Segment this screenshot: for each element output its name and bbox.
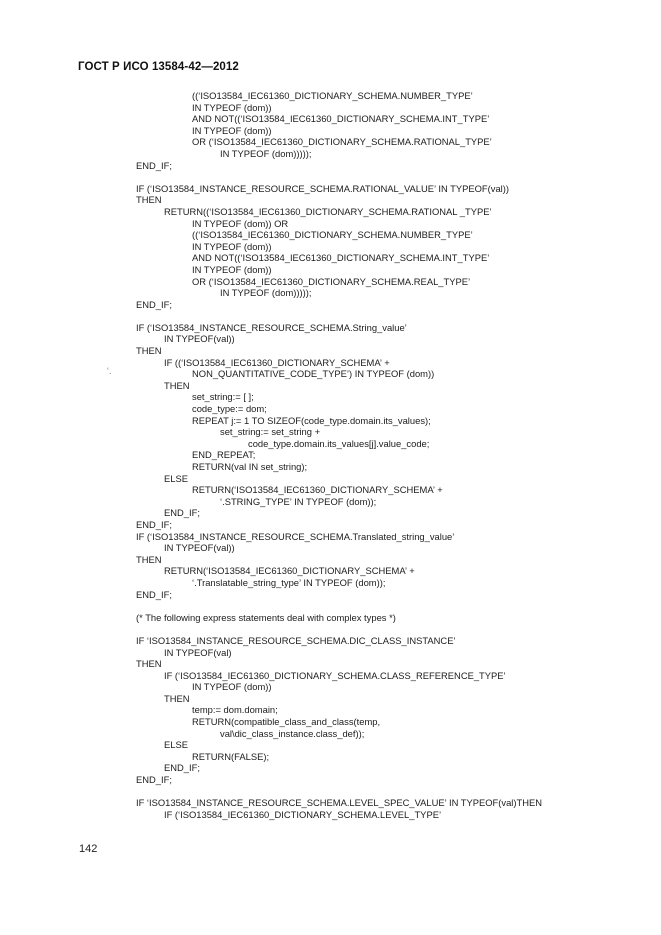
code-line: IN TYPEOF(val)) [164, 542, 235, 554]
code-line: IF ((‘ISO13584_IEC61360_DICTIONARY_SCHEMA’ + [164, 356, 390, 368]
code-line: END_IF; [136, 774, 172, 786]
code-line: IN TYPEOF(val)) [164, 333, 235, 345]
scan-artifact-mark: ‘. [107, 366, 112, 376]
code-line: ((‘ISO13584_IEC61360_DICTIONARY_SCHEMA.NUMBER_TYPE’ [192, 229, 473, 241]
code-line: END_IF; [136, 298, 172, 310]
blank-line [136, 600, 616, 612]
code-line: IN TYPEOF (dom))))); [220, 147, 312, 159]
code-line: RETURN(FALSE); [192, 750, 270, 762]
code-line: IN TYPEOF (dom))))); [220, 287, 312, 299]
code-line: END_IF; [136, 159, 172, 171]
code-line: REPEAT j:= 1 TO SIZEOF(code_type.domain.its_values); [192, 414, 431, 426]
code-line: IF (‘ISO13584_IEC61360_DICTIONARY_SCHEMA.CLASS_REFERENCE_TYPE’ [164, 669, 506, 681]
code-line: ‘.Translatable_string_type’ IN TYPEOF (dom)); [192, 576, 386, 588]
code-line: OR (‘ISO13584_IEC61360_DICTIONARY_SCHEMA.RATIONAL_TYPE’ [192, 136, 492, 148]
code-line: IF (‘ISO13584_INSTANCE_RESOURCE_SCHEMA.Translated_string_value’ [136, 530, 455, 542]
code-line: ‘.STRING_TYPE’ IN TYPEOF (dom)); [220, 495, 377, 507]
blank-line [136, 171, 616, 183]
code-line: IN TYPEOF (dom)) [192, 124, 272, 136]
code-line: set_string:= set_string + [220, 426, 321, 438]
code-line: END_IF; [136, 588, 172, 600]
code-line: IF ‘ISO13584_INSTANCE_RESOURCE_SCHEMA.LEVEL_SPEC_VALUE’ IN TYPEOF(val)THEN [136, 797, 543, 809]
code-line: AND NOT((‘ISO13584_IEC61360_DICTIONARY_SCHEMA.INT_TYPE’ [192, 113, 490, 125]
code-line: RETURN(val IN set_string); [192, 461, 308, 472]
code-line: (* The following express statements deal with complex types *) [136, 611, 396, 623]
code-line: THEN [136, 553, 162, 565]
code-line: code_type.domain.its_values[j].value_code; [248, 437, 430, 449]
code-line: THEN [136, 345, 162, 357]
code-line: END_IF; [164, 762, 200, 774]
code-line: val\dic_class_instance.class_def)); [220, 727, 365, 739]
code-line: temp:= dom.domain; [192, 704, 278, 716]
code-line: set_string:= [ ]; [192, 391, 254, 403]
code-line: IN TYPEOF (dom)) [192, 681, 272, 693]
code-line: IF (‘ISO13584_INSTANCE_RESOURCE_SCHEMA.RATIONAL_VALUE’ IN TYPEOF(val)) [136, 182, 510, 194]
code-line: AND NOT((‘ISO13584_IEC61360_DICTIONARY_SCHEMA.INT_TYPE’ [192, 252, 490, 264]
code-line: IF ‘ISO13584_INSTANCE_RESOURCE_SCHEMA.DIC_CLASS_INSTANCE’ [136, 634, 456, 646]
code-line: RETURN((‘ISO13584_IEC61360_DICTIONARY_SCHEMA.RATIONAL _TYPE’ [164, 205, 492, 217]
code-line: END_IF; [164, 507, 200, 519]
code-line: RETURN(‘ISO13584_IEC61360_DICTIONARY_SCHEMA’ + [192, 484, 443, 496]
page-number: 142 [79, 843, 98, 855]
code-line: ((‘ISO13584_IEC61360_DICTIONARY_SCHEMA.NUMBER_TYPE’ [192, 90, 473, 101]
code-line: NON_QUANTITATIVE_CODE_TYPE’) IN TYPEOF (dom)) [192, 368, 435, 380]
code-line: IF (‘ISO13584_IEC61360_DICTIONARY_SCHEMA.LEVEL_TYPE’ [164, 808, 442, 820]
code-line: RETURN(‘ISO13584_IEC61360_DICTIONARY_SCHEMA’ + [164, 565, 415, 577]
code-line: RETURN(compatible_class_and_class(temp, [192, 716, 381, 728]
code-line: IN TYPEOF (dom)) OR [192, 217, 289, 229]
document-header: ГОСТ Р ИСО 13584-42—2012 [78, 61, 239, 73]
code-line: END_IF; [136, 518, 172, 530]
code-line: code_type:= dom; [192, 403, 267, 415]
code-line: THEN [164, 379, 190, 391]
blank-line [136, 786, 616, 798]
code-line: ELSE [164, 472, 188, 484]
blank-line [136, 310, 616, 322]
code-line: IN TYPEOF(val) [164, 646, 232, 658]
code-line: THEN [136, 194, 162, 206]
code-line: THEN [136, 658, 162, 670]
code-line: THEN [164, 692, 190, 704]
code-line: IN TYPEOF (dom)) [192, 240, 272, 252]
blank-line [136, 623, 616, 635]
code-line: IN TYPEOF (dom)) [192, 263, 272, 275]
code-line: IN TYPEOF (dom)) [192, 101, 272, 113]
express-code-listing [136, 90, 616, 820]
code-line: OR (‘ISO13584_IEC61360_DICTIONARY_SCHEMA.REAL_TYPE’ [192, 275, 471, 287]
code-line: ELSE [164, 739, 188, 751]
code-line: IF (‘ISO13584_INSTANCE_RESOURCE_SCHEMA.String_value’ [136, 321, 407, 333]
code-line: END_REPEAT; [192, 449, 256, 461]
